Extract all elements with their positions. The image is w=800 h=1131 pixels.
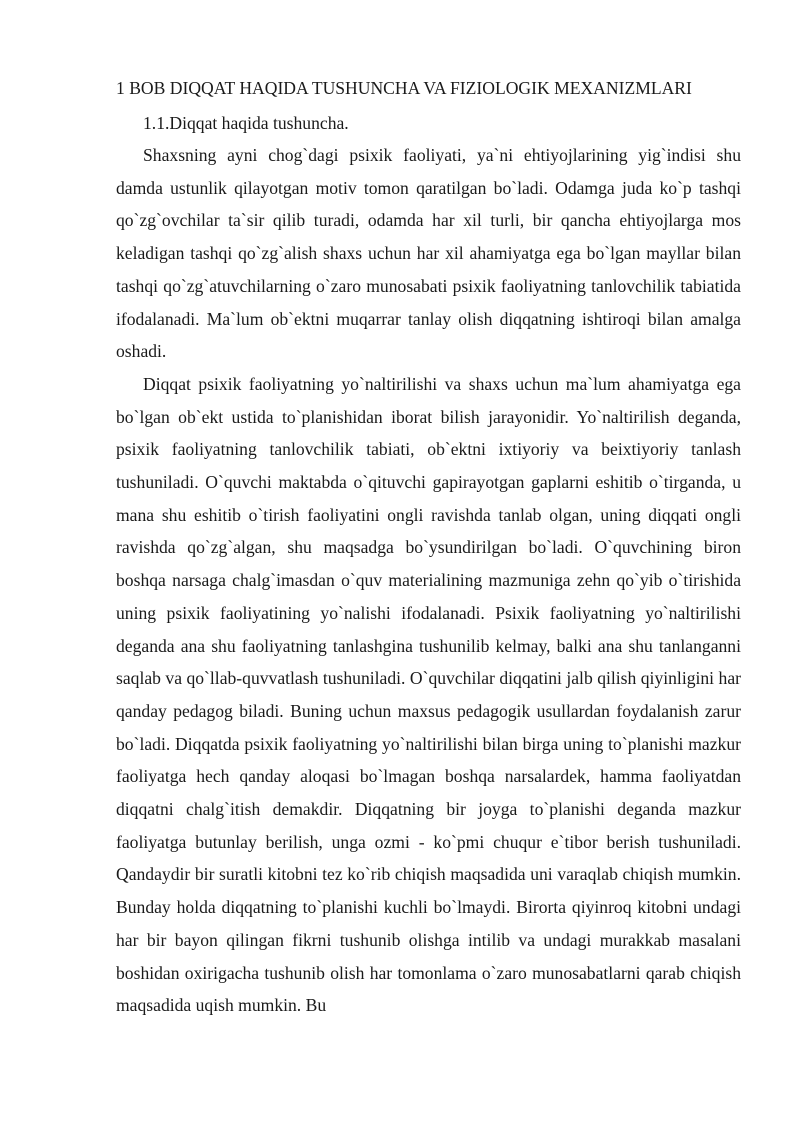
chapter-title: 1 BOB DIQQAT HAQIDA TUSHUNCHA VA FIZIOLOGIK MEXANIZMLARI	[116, 78, 692, 98]
paragraph: Diqqat psixik faoliyatning yo`naltirilishi va shaxs uchun ma`lum ahamiyatga ega bo`lgan ob`ekt ustida to`planishidan iborat bilish jarayonidir. Yo`naltirilish deganda, psixik faoliyatning tanlovchilik tabiati, ob`ektni ixtiyoriy va beixtiyoriy tanlash tushuniladi. O`quvchi maktabda o`qituvchi gapirayotgan gaplarni eshitib o`tirganda, u mana shu eshitib o`tirish faoliyatini ongli ravishda tanlab olgan, uning diqqati ongli ravishda qo`zg`algan, shu maqsadga bo`ysundirilgan bo`ladi. O`quvchining biron boshqa narsaga chalg`imasdan o`quv materialining mazmuniga zehn qo`yib o`tirishida uning psixik faoliyatining yo`nalishi ifodalanadi. Psixik faoliyatning yo`naltirilishi deganda ana shu faoliyatning tanlashgina tushunilib kelmay, balki ana shu tanlanganni saqlab va qo`llab-quvvatlash tushuniladi. O`quvchilar diqqatini jalb qilish qiyinligini har qanday pedagog biladi. Buning uchun maxsus pedagogik usullardan foydalanish zarur bo`ladi. Diqqatda psixik faoliyatning yo`naltirilishi bilan birga uning to`planishi mazkur faoliyatga hech qanday aloqasi bo`lmagan boshqa narsalardek, hamma faoliyatdan diqqatni chalg`itish demakdir. Diqqatning bir joyga to`planishi deganda mazkur faoliyatga butunlay berilish, unga ozmi - ko`pmi chuqur e`tibor berish tushuniladi. Qandaydir bir suratli kitobni tez ko`rib chiqish maqsadida uni varaqlab chiqish mumkin. Bunday holda diqqatning to`planishi kuchli bo`lmaydi. Birorta qiyinroq kitobni undagi har bir bayon qilingan fikrni tushunib olishga intilib va undagi murakkab masalani boshidan oxirigacha tushunib olish har tomonlama o`zaro munosabatlarni qarab chiqish maqsadida uqish mumkin. Bu	[116, 373, 741, 1016]
paragraph: Shaxsning ayni chog`dagi psixik faoliyati, ya`ni ehtiyojlarining yig`indisi shu damda ustunlik qilayotgan motiv tomon qaratilgan bo`ladi. Odamga juda ko`p tashqi qo`zg`ovchilar ta`sir qilib turadi, odamda har xil turli, bir qancha ehtiyojlarga mos keladigan tashqi qo`zg`alish shaxs uchun har xil ahamiyatga ega bo`lgan mayllar bilan tashqi qo`zg`atuvchilarning o`zaro munosabati psixik faoliyatning tanlovchilik tabiatida ifodalanadi. Ma`lum ob`ektni muqarrar tanlay olish diqqatning ishtiroqi bilan amalga oshadi.	[116, 145, 741, 362]
section-title: 1.1.Diqqat haqida tushuncha.	[143, 113, 349, 133]
body-text	[116, 139, 741, 1022]
